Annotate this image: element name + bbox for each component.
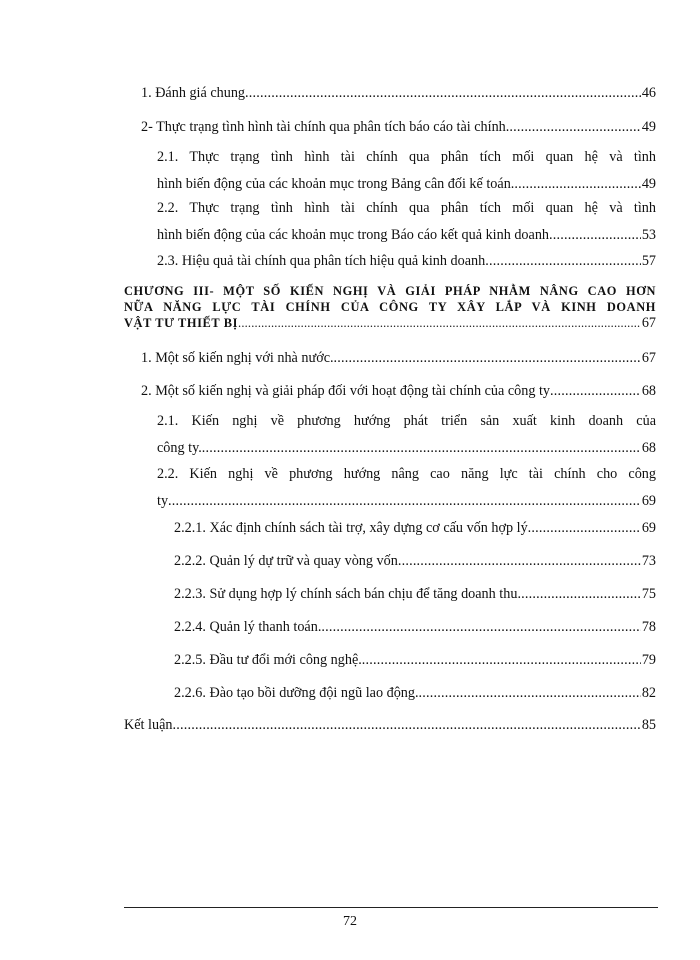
- dot-leader: [514, 171, 640, 198]
- toc-entry[interactable]: [174, 515, 656, 542]
- toc-entry-title: 2.2.2. Quản lý dự trữ và quay vòng vốn: [174, 553, 398, 569]
- toc-page-number: 69: [641, 493, 656, 509]
- dot-leader: [419, 680, 641, 707]
- toc-entry-title: 2.2.3. Sử dụng hợp lý chính sách bán chịu để tăng doanh thu: [174, 586, 518, 602]
- toc-entry-title: 2.2.5. Đầu tư đổi mới công nghệ.: [174, 652, 362, 668]
- toc-entry-title: hình biến động của các khoản mục trong Báo cáo kết quả kinh doanh: [157, 227, 550, 243]
- dot-leader: [321, 614, 640, 641]
- dot-leader: [398, 548, 641, 575]
- toc-page-number: 57: [641, 253, 656, 269]
- toc-page-number: 49: [641, 119, 656, 135]
- toc-entry[interactable]: [174, 647, 656, 674]
- toc-page-number: 79: [641, 652, 656, 668]
- toc-entry-title-line: 2.1. Kiến nghị về phương hướng phát triển sản xuất kinh doanh của: [157, 413, 656, 429]
- toc-entry-title: Kết luận: [124, 717, 173, 733]
- toc-page-number: 53: [641, 227, 656, 243]
- toc-page-number: 73: [641, 553, 656, 569]
- toc-entry-title: hình biến động của các khoản mục trong Bảng cân đối kế toán.: [157, 176, 515, 192]
- toc-entry-title: 2. Một số kiến nghị và giải pháp đối với hoạt động tài chính của công ty: [141, 383, 551, 399]
- dot-leader: [238, 315, 641, 331]
- dot-leader: [245, 80, 641, 107]
- toc-entry[interactable]: [174, 581, 656, 608]
- toc-entry[interactable]: [174, 680, 656, 707]
- toc-page-number: 69: [641, 520, 656, 536]
- toc-chapter-title-line: CHƯƠNG III- MỘT SỐ KIẾN NGHỊ VÀ GIẢI PHÁP NHẰM NÂNG CAO HƠN: [124, 284, 656, 298]
- toc-entry[interactable]: [141, 80, 656, 107]
- toc-chapter-title-line: NỮA NĂNG LỰC TÀI CHÍNH CỦA CÔNG TY XÂY LẮP VÀ KINH DOANH: [124, 300, 656, 314]
- toc-entry-title: ty: [157, 493, 169, 509]
- dot-leader: [549, 222, 641, 249]
- toc-page-number: 78: [641, 619, 656, 635]
- dot-leader: [362, 647, 641, 674]
- toc-entry-title: 2.2.6. Đào tạo bồi dưỡng đội ngũ lao động.: [174, 685, 419, 701]
- toc-entry-title: 2- Thực trạng tình hình tài chính qua phân tích báo cáo tài chính.: [141, 119, 510, 135]
- toc-entry-title-line: 2.2. Thực trạng tình hình tài chính qua phân tích mối quan hệ và tình: [157, 200, 656, 216]
- dot-leader: [550, 378, 641, 405]
- dot-leader: [517, 581, 640, 608]
- toc-page-number: 49: [641, 176, 656, 192]
- dot-leader: [528, 515, 641, 542]
- toc-entry[interactable]: [174, 548, 656, 575]
- toc-entry-title-line: 2.2. Kiến nghị về phương hướng nâng cao năng lực tài chính cho công: [157, 466, 656, 482]
- dot-leader: [509, 114, 640, 141]
- dot-leader: [485, 248, 641, 275]
- toc-entry[interactable]: [174, 614, 656, 641]
- toc-entry[interactable]: [124, 712, 656, 739]
- dot-leader: [172, 712, 640, 739]
- dot-leader: [202, 435, 641, 462]
- toc-entry[interactable]: [157, 461, 656, 515]
- toc-entry[interactable]: [141, 378, 656, 405]
- toc-page-number: 68: [641, 383, 656, 399]
- toc-entry[interactable]: [141, 345, 656, 372]
- toc-page-number: 75: [641, 586, 656, 602]
- toc-entry-title: 2.2.4. Quản lý thanh toán.: [174, 619, 322, 635]
- toc-entry-title: 2.3. Hiệu quả tài chính qua phân tích hiệu quả kinh doanh: [157, 253, 486, 269]
- toc-entry[interactable]: [141, 114, 656, 141]
- toc-entry-title: 1. Đánh giá chung: [141, 85, 246, 101]
- toc-page-number: 68: [641, 440, 656, 456]
- toc-entry[interactable]: [157, 195, 656, 249]
- toc-entry-title: 1. Một số kiến nghị với nhà nước.: [141, 350, 334, 366]
- footer-divider: [124, 907, 658, 908]
- toc-entry-title-line: 2.1. Thực trạng tình hình tài chính qua phân tích mối quan hệ và tình: [157, 149, 656, 165]
- toc-page-number: 67: [641, 350, 656, 366]
- toc-page-number: 67: [641, 315, 656, 331]
- toc-page-number: 85: [641, 717, 656, 733]
- toc-entry-title: 2.2.1. Xác định chính sách tài trợ, xây dựng cơ cấu vốn hợp lý: [174, 520, 528, 536]
- toc-chapter-entry[interactable]: [124, 283, 656, 331]
- toc-entry-title: VẬT TƯ THIẾT BỊ: [124, 316, 239, 330]
- toc-entry[interactable]: [157, 408, 656, 462]
- dot-leader: [334, 345, 641, 372]
- toc-entry[interactable]: [157, 248, 656, 275]
- dot-leader: [168, 488, 641, 515]
- toc-page-number: 82: [641, 685, 656, 701]
- toc-page-number: 46: [641, 85, 656, 101]
- footer-page-number: 72: [343, 914, 357, 929]
- toc-entry-title: công ty.: [157, 440, 202, 456]
- toc-entry[interactable]: [157, 144, 656, 198]
